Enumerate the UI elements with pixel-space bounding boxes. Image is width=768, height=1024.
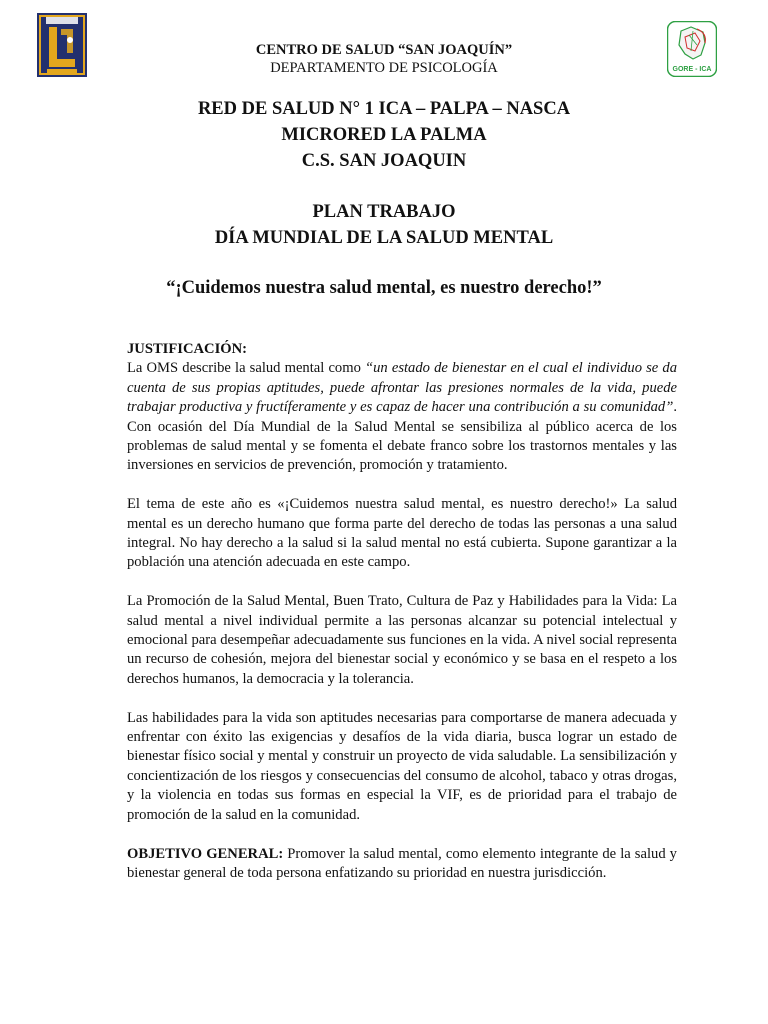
- objetivo-general-label: OBJETIVO GENERAL:: [127, 845, 284, 862]
- justificacion-paragraph-4: Las habilidades para la vida son aptitudes necesarias para comportarse de manera adecuada y enfrentar con éxito las exigencias y desafíos de la vida diaria, busca lograr un estado de bienestar físico social y mental y construir un proyecto de vida saludable. La sensibilización y concientización de los riesgos y consecuencias del consumo de alcohol, tabaco y otras drogas, y la violencia en todas sus formas en especial la VIF, es de prioridad para el trabajo de promoción de la salud en la comunidad.: [127, 709, 677, 823]
- header-line-2: DEPARTAMENTO DE PSICOLOGÍA: [270, 60, 498, 76]
- document-body: [127, 340, 677, 903]
- justificacion-heading: JUSTIFICACIÓN:: [127, 341, 248, 357]
- plan-title-line-2: DÍA MUNDIAL DE LA SALUD MENTAL: [214, 228, 554, 248]
- objetivo-general-paragraph: [127, 845, 677, 884]
- p1-intro: La OMS describe la salud mental como: [127, 360, 365, 377]
- plan-title: [0, 199, 768, 251]
- justificacion-paragraph-1: [127, 340, 677, 476]
- justificacion-paragraph-3: La Promoción de la Salud Mental, Buen Trato, Cultura de Paz y Habilidades para la Vida: La salud mental a nivel individual permite a las personas alcanzar su potencial intelectual y emocional para desempeñar adecuadamente sus funciones en la vida. A nivel social representa un recurso de cohesión, mejora del bienestar social y económico y se basa en el respeto a los derechos humanos, la democracia y la tolerancia.: [127, 593, 677, 687]
- justificacion-paragraph-2: El tema de este año es «¡Cuidemos nuestra salud mental, es nuestro derecho!» La salud mental es un derecho humano que forma parte del derecho de todas las personas a una salud integral. No hay derecho a la salud si la salud mental no está cubierta. Supone garantizar a la población una atención adecuada en este campo.: [127, 496, 677, 571]
- institution-header: [0, 41, 768, 77]
- p1-rest: . Con ocasión del Día Mundial de la Salud Mental se sensibiliza al público acerca de los problemas de salud mental y se fomenta el debate franco sobre los trastornos mentales y las inversiones en servicios de prevención, promoción y tratamiento.: [127, 399, 677, 474]
- network-titles: [0, 96, 768, 174]
- gore-ica-map-icon: [667, 21, 717, 77]
- objetivo-general-text: Promover la salud mental, como elemento integrante de la salud y bienestar general de toda persona enfatizando su prioridad en nuestra jurisdicción.: [127, 845, 677, 881]
- p1-who-quote: “un estado de bienestar en el cual el individuo se da cuenta de sus propias aptitudes, puede afrontar las presiones normales de la vida, puede trabajar productiva y fructíferamente y es capaz de hacer una contribución a su comunidad”: [127, 360, 677, 416]
- gore-ica-logo-text: GORE - ICA: [672, 66, 712, 73]
- title-red-de-salud: RED DE SALUD N° 1 ICA – PALPA – NASCA: [197, 99, 571, 119]
- slogan: “¡Cuidemos nuestra salud mental, es nuestro derecho!”: [166, 278, 602, 298]
- plan-title-line-1: PLAN TRABAJO: [312, 202, 456, 222]
- title-microred: MICRORED LA PALMA: [281, 125, 487, 145]
- header-line-1: CENTRO DE SALUD “SAN JOAQUÍN”: [255, 42, 513, 58]
- title-cs: C.S. SAN JOAQUIN: [301, 151, 467, 171]
